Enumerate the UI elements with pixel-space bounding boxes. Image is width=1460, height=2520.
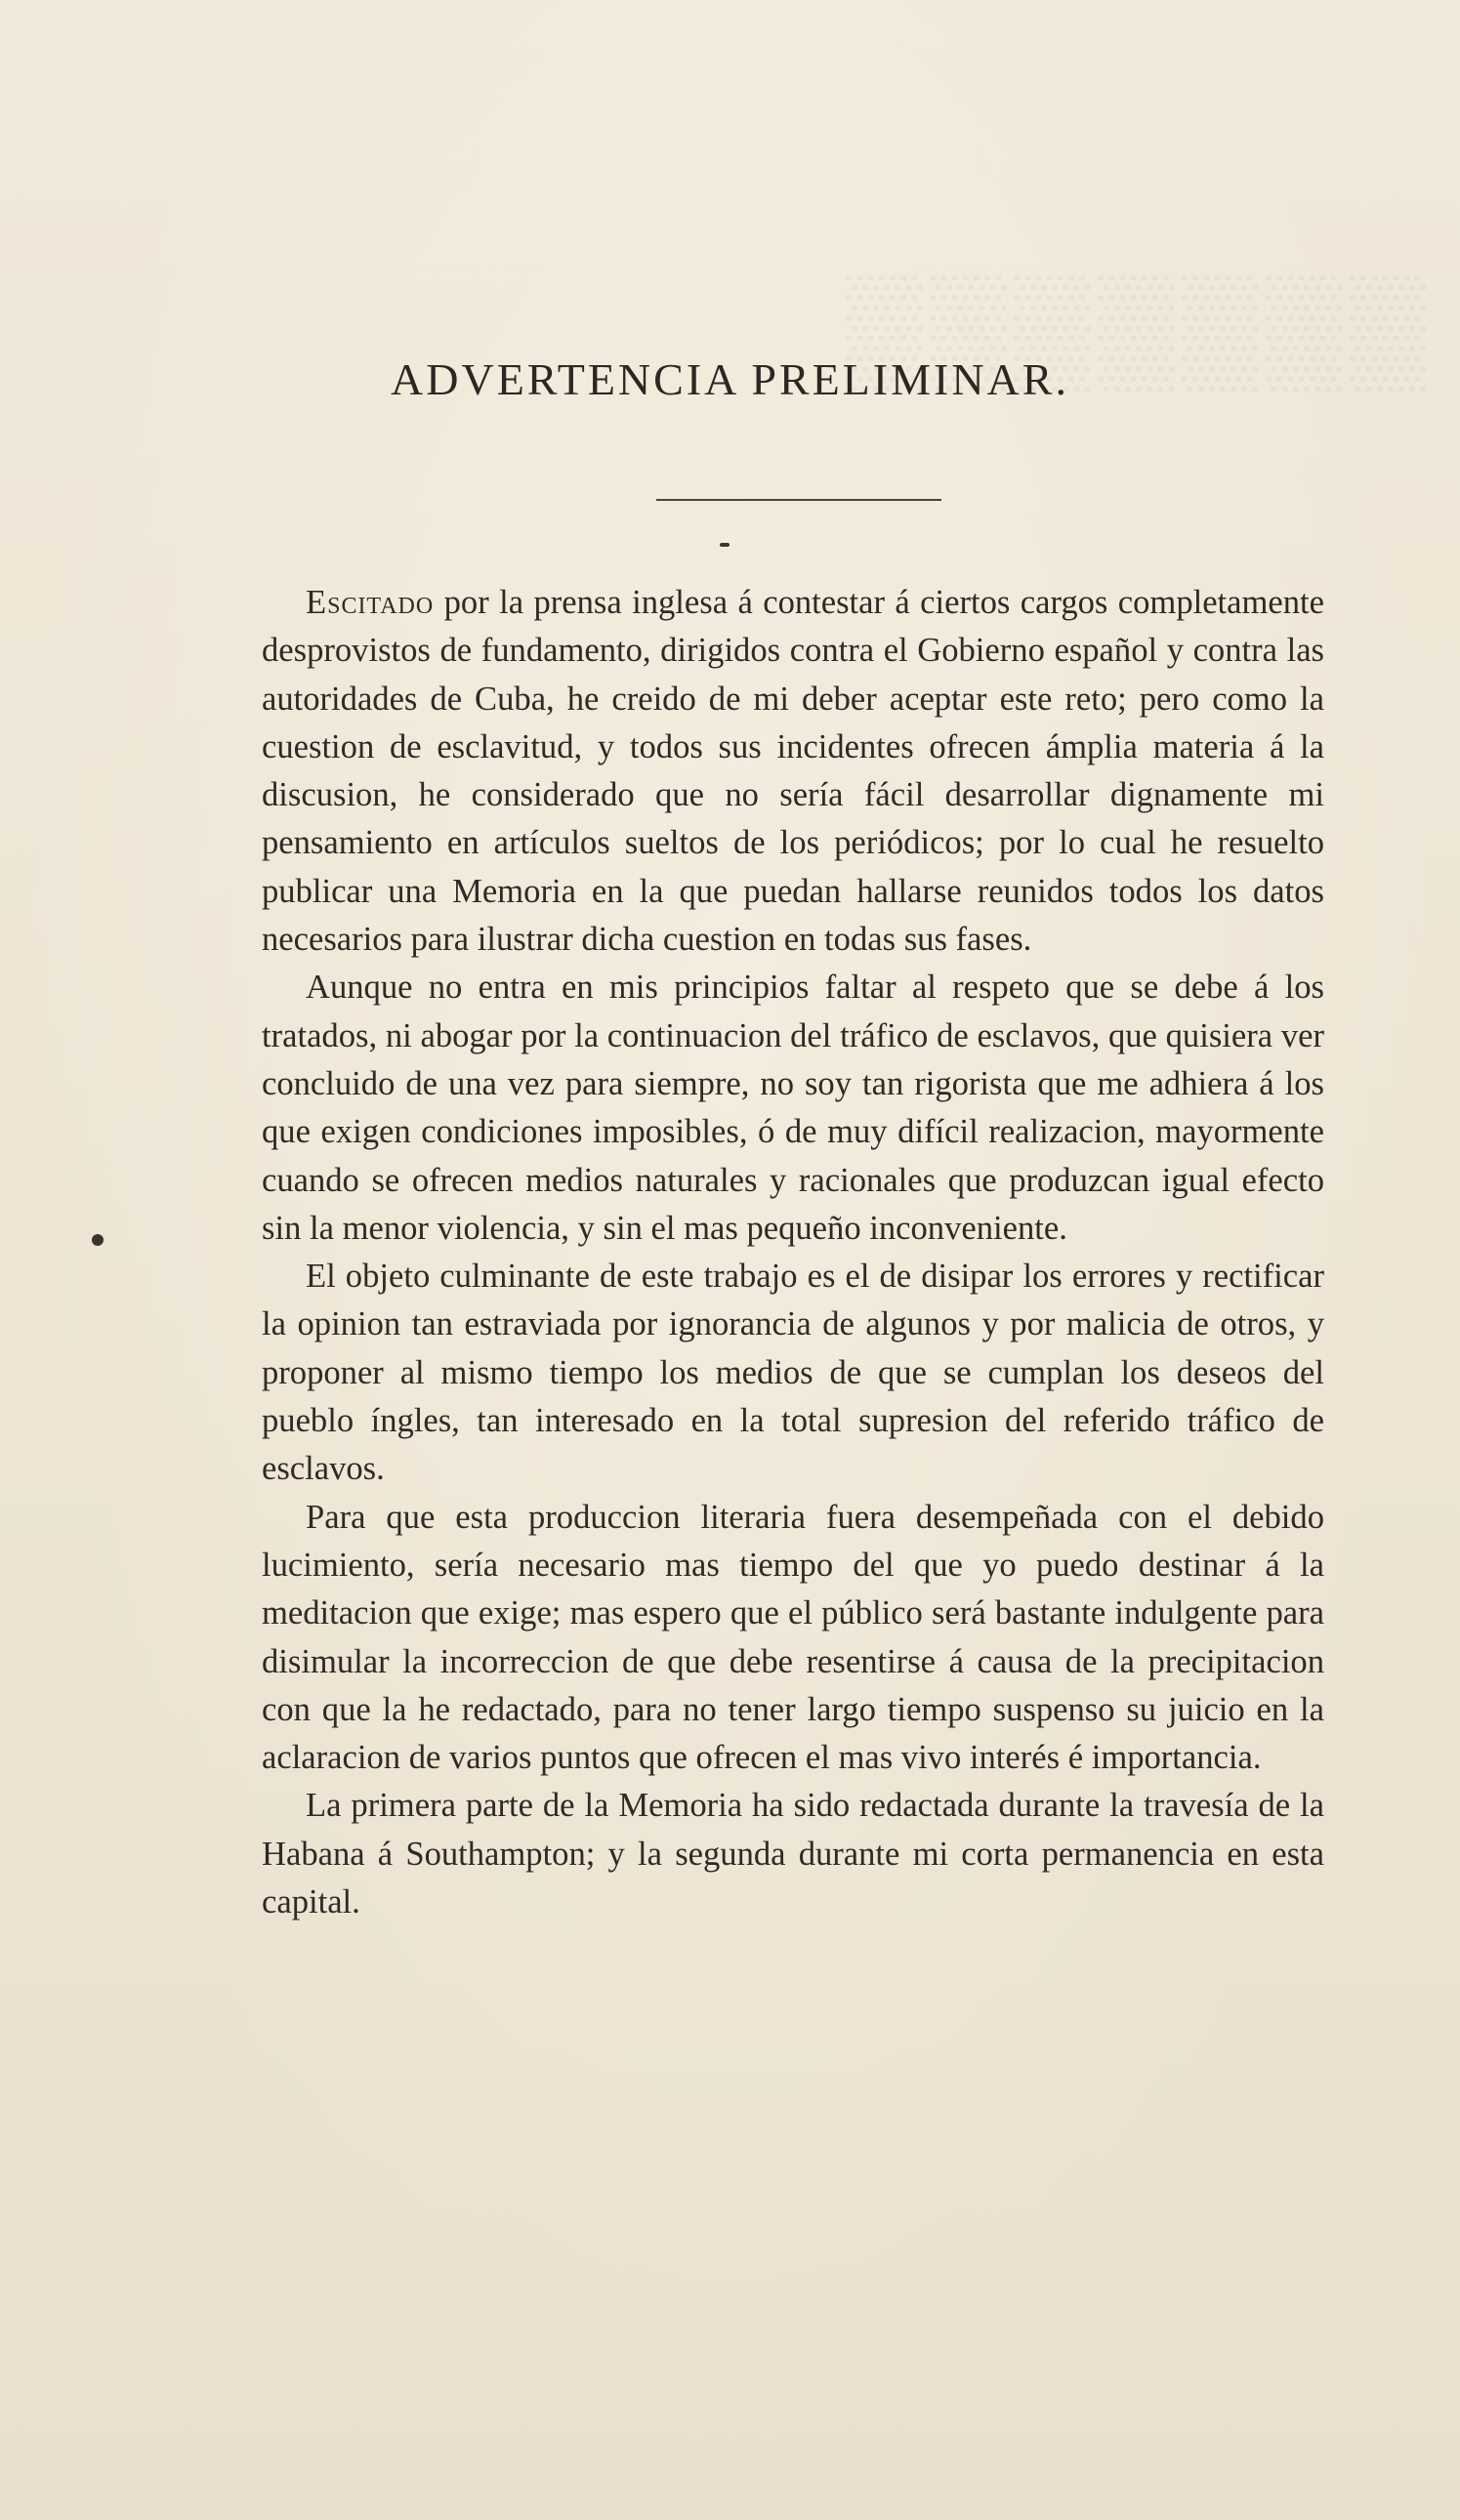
bleed-through-shadow: ▒▒▒▒▒▒▒ <box>838 269 1426 388</box>
paragraph-lead-word: Escitado <box>306 584 435 621</box>
margin-ink-dot <box>92 1234 104 1246</box>
paragraph-4 <box>262 1494 1324 1783</box>
page-title: ADVERTENCIA PRELIMINAR. <box>391 354 1069 404</box>
body-text <box>262 579 1324 1926</box>
ink-speck <box>720 543 730 547</box>
paragraph-text: por la prensa inglesa á contestar á ciertos cargos completamente desprovistos de fundamento, dirigidos contra el Gobierno español y contra las autoridades de Cuba, he creido de mi deber aceptar este reto; pero como la cuestion de esclavitud, y todos sus incidentes ofrecen ámplia materia á la discusion, he considerado que no sería fácil desarrollar dignamente mi pensamiento en artículos sueltos de los periódicos; por lo cual he resuelto publicar una Memoria en la que puedan hallarse reunidos todos los datos necesarios para ilustrar dicha cuestion en todas sus fases. <box>262 584 1324 959</box>
paragraph-text: Para que esta produccion literaria fuera desempeñada con el debido lucimiento, sería necesario mas tiempo del que yo puedo destinar á la meditacion que exige; mas espero que el público será bastante indulgente para disimular la incorreccion de que debe resentirse á causa de la precipitacion con que la he redactado, para no tener largo tiempo suspenso su juicio en la aclaracion de varios puntos que ofrecen el mas vivo interés é importancia. <box>262 1498 1324 1777</box>
paragraph-text: Aunque no entra en mis principios faltar al respeto que se debe á los tratados, ni abogar por la continuacion del tráfico de esclavos, que quisiera ver concluido de una vez para siempre, no soy tan rigorista que me adhiera á los que exigen condiciones imposibles, ó de muy difícil realizacion, mayormente cuando se ofrecen medios naturales y racionales que produzcan igual efecto sin la menor violencia, y sin el mas pequeño inconveniente. <box>262 969 1324 1247</box>
paragraph-1 <box>262 579 1324 964</box>
paragraph-2 <box>262 964 1324 1253</box>
paragraph-5 <box>262 1782 1324 1926</box>
paragraph-3 <box>262 1253 1324 1493</box>
paragraph-text: El objeto culminante de este trabajo es el de disipar los errores y rectificar la opinion tan estraviada por ignorancia de algunos y por malicia de otros, y proponer al mismo tiempo los medios de que se cumplan los deseos del pueblo íngles, tan interesado en la total supresion del referido tráfico de esclavos. <box>262 1258 1324 1488</box>
paragraph-text: La primera parte de la Memoria ha sido redactada durante la travesía de la Habana á Southampton; y la segunda durante mi corta permanencia en esta capital. <box>262 1787 1324 1921</box>
title-divider <box>656 499 941 501</box>
